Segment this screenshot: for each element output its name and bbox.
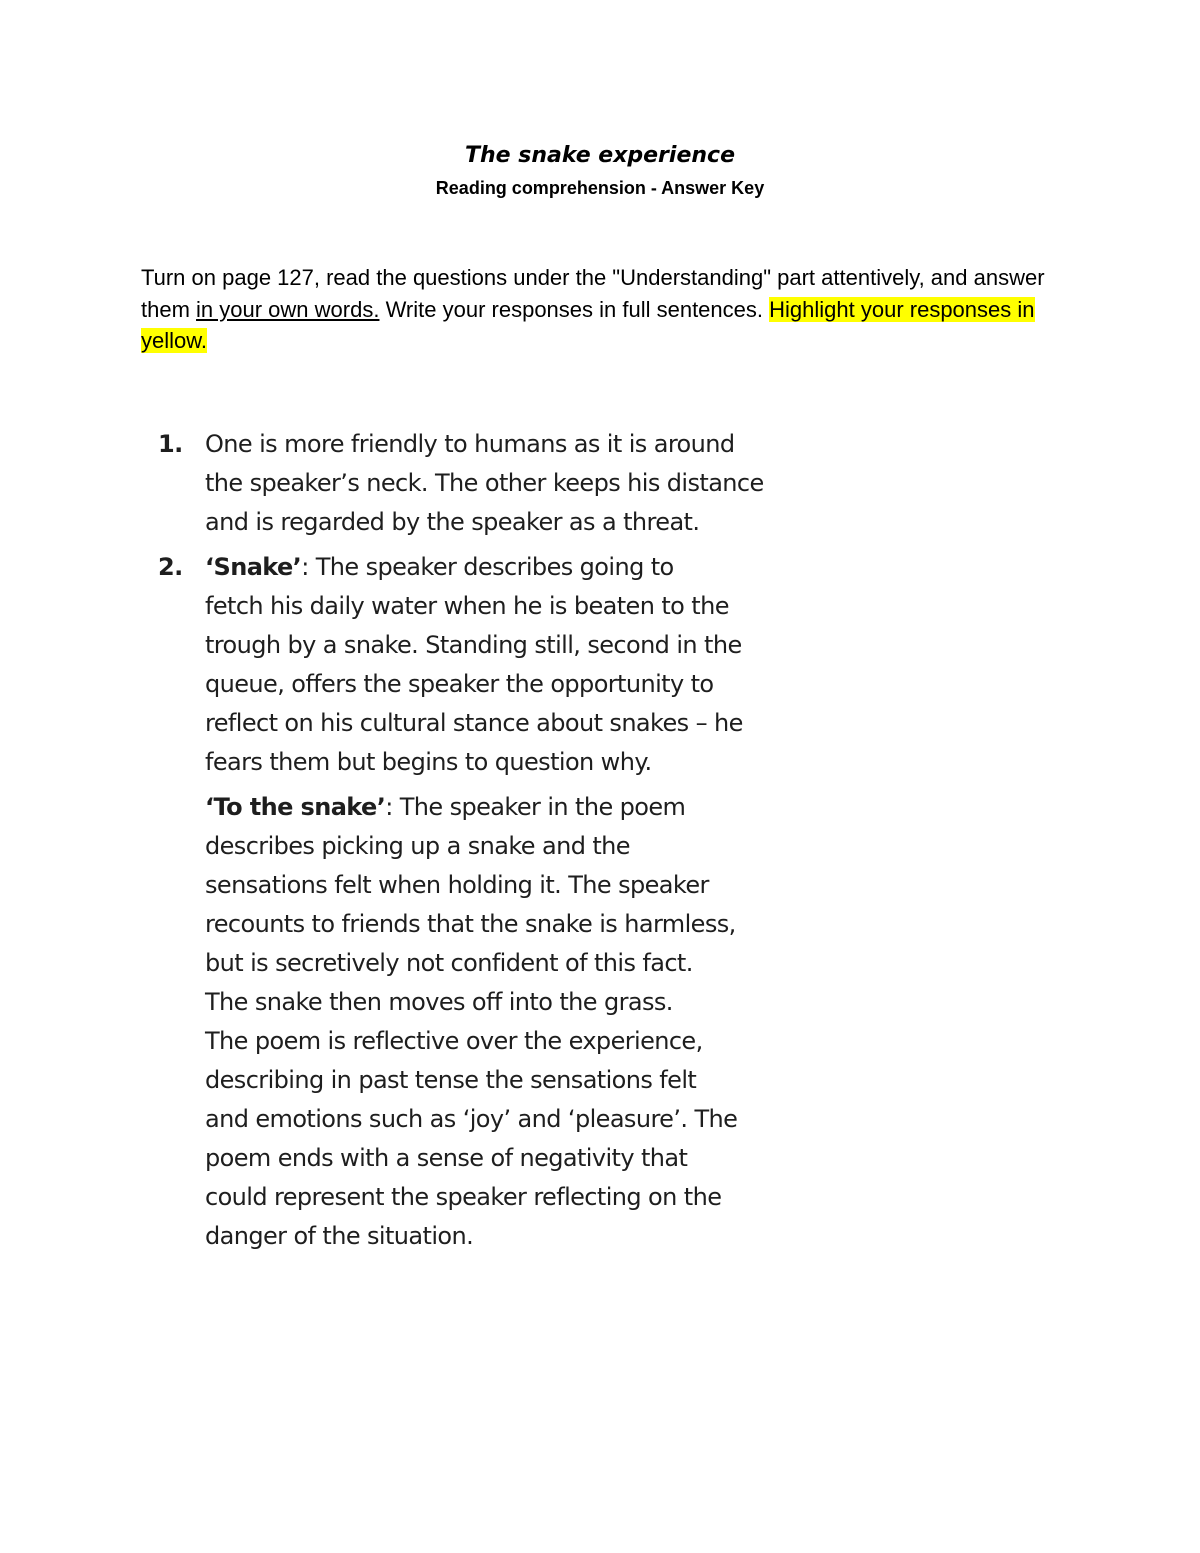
instructions-text: Turn on page 127, read the questions under the "Understanding" part attentively, and answer them — [141, 265, 1045, 322]
answer-text: : The speaker in the poem — [385, 793, 686, 821]
answer-line: but is secretively not confident of this fact. — [205, 949, 693, 977]
answer-line: danger of the situation. — [205, 1222, 474, 1250]
answer-line: describes picking up a snake and the — [205, 832, 630, 860]
answer-line: describing in past tense the sensations felt — [205, 1066, 697, 1094]
answer-line — [205, 788, 818, 827]
answer-body — [205, 548, 818, 1256]
document-title: The snake experience — [465, 143, 735, 168]
answer-paragraph-to-the-snake — [205, 788, 818, 1256]
poem-title-term: ‘To the snake’ — [205, 793, 386, 821]
instructions-highlighted-text: Highlight your responses in yellow. — [141, 296, 1035, 353]
answer-line: fetch his daily water when he is beaten to the — [205, 592, 729, 620]
instructions-underlined-text: in your own words. — [196, 296, 380, 322]
answer-line: queue, offers the speaker the opportunity to — [205, 670, 714, 698]
answer-number: 1. — [158, 430, 183, 458]
answer-list — [158, 425, 818, 1256]
answer-number: 2. — [158, 553, 183, 581]
answer-item-2 — [158, 548, 818, 1256]
answer-line: and emotions such as ‘joy’ and ‘pleasure’. The — [205, 1105, 738, 1133]
answer-line: One is more friendly to humans as it is around — [205, 430, 735, 458]
answer-line: poem ends with a sense of negativity that — [205, 1144, 688, 1172]
answer-line: recounts to friends that the snake is harmless, — [205, 910, 736, 938]
instructions-text-continued: Write your responses in full sentences. — [379, 296, 770, 322]
answer-paragraph-snake — [205, 548, 818, 782]
answer-line: fears them but begins to question why. — [205, 748, 652, 776]
answer-line: The poem is reflective over the experience, — [205, 1027, 703, 1055]
answer-line: trough by a snake. Standing still, second in the — [205, 631, 742, 659]
answer-line: The snake then moves off into the grass. — [205, 988, 673, 1016]
answer-line: could represent the speaker reflecting on the — [205, 1183, 722, 1211]
answer-line — [205, 548, 818, 587]
instructions-paragraph — [141, 262, 1061, 357]
answer-line: and is regarded by the speaker as a threat. — [205, 508, 700, 536]
answer-line: the speaker’s neck. The other keeps his distance — [205, 469, 764, 497]
answer-text: : The speaker describes going to — [301, 553, 674, 581]
document-subtitle: Reading comprehension - Answer Key — [435, 178, 765, 198]
answer-body — [205, 425, 818, 542]
answer-line: reflect on his cultural stance about snakes – he — [205, 709, 743, 737]
answer-item-1 — [158, 425, 818, 542]
poem-title-term: ‘Snake’ — [205, 553, 302, 581]
answer-line: sensations felt when holding it. The speaker — [205, 871, 709, 899]
